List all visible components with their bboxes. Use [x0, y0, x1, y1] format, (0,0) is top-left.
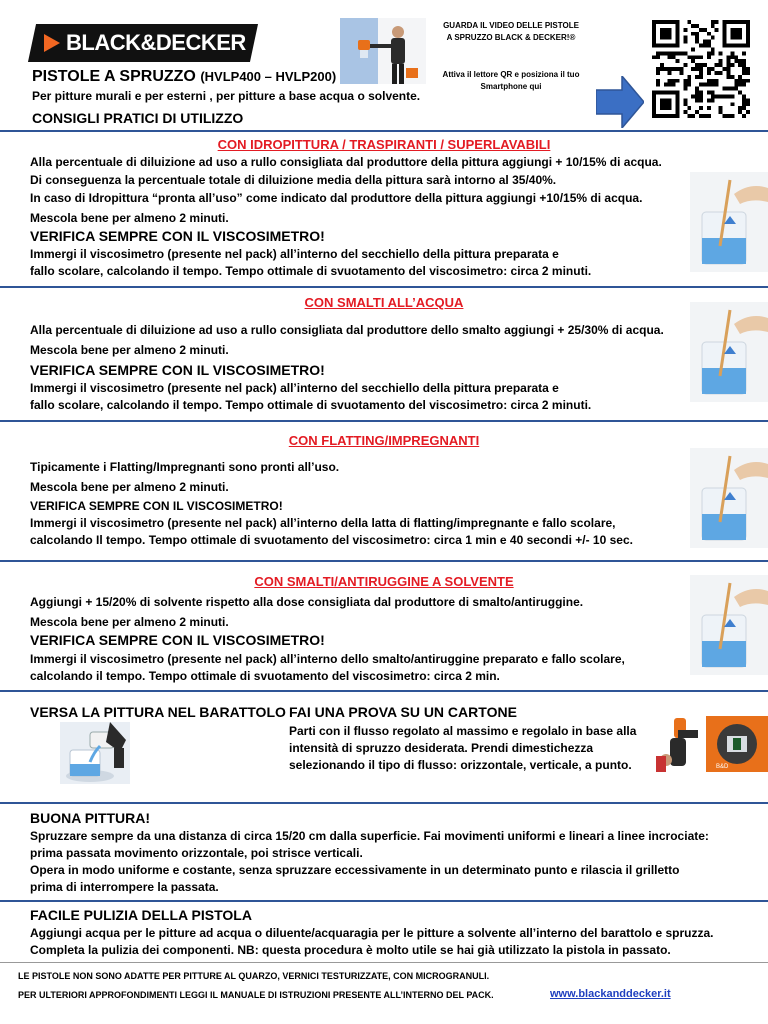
good-painting-heading: BUONA PITTURA! — [30, 810, 151, 826]
section-title-smalti-solvente: CON SMALTI/ANTIRUGGINE A SOLVENTE — [254, 574, 514, 589]
viscometer-photo — [690, 575, 768, 675]
pour-paint-heading: VERSA LA PITTURA NEL BARATTOLO — [30, 704, 286, 720]
divider — [0, 690, 768, 692]
page-title: PISTOLE A SPRUZZO (HVLP400 – HVLP200) — [32, 68, 337, 85]
divider — [0, 962, 768, 963]
divider — [0, 286, 768, 288]
arrow-right-icon — [596, 76, 644, 133]
qr-code[interactable] — [652, 20, 750, 118]
footer-note: LE PISTOLE NON SONO ADATTE PER PITTURE AL QUARZO, VERNICI TESTURIZZATE, CON MICROGRANULI. — [18, 971, 490, 981]
brand-logo-text: BLACK&DECKER — [66, 30, 246, 55]
divider — [0, 900, 768, 902]
text-block: Parti con il flusso regolato al massimo e regolalo in base alla intensità di spruzzo desiderata. Prendi dimestichezza selezionando il tipo di flusso: orizzontale, verticale, a punto. — [289, 724, 637, 772]
text-block: Aggiungi + 15/20% di solvente rispetto alla dose consigliata dal produttore di smalto/antiruggine. Mescola bene per almeno 2 minuti. — [30, 595, 584, 629]
text-block: Immergi il viscosimetro (presente nel pack) all’interno della latta di flatting/impregnante e fallo scolare, calcolando Il tempo. Tempo ottimale di svuotamento del viscosimetro: circa 1 min e 40 secondi +/- 10 sec. — [30, 516, 633, 547]
text-block: Immergi il viscosimetro (presente nel pack) all’interno dello smalto/antiruggine preparato e fallo scolare, calcolando il tempo. Tempo ottimale di svuotamento del viscosimetro: circa 2 min. — [30, 652, 625, 683]
section-title-idropittura: CON IDROPITTURA / TRASPIRANTI / SUPERLAVABILI — [217, 137, 551, 152]
qr-instructions: GUARDA IL VIDEO DELLE PISTOLE A SPRUZZO BLACK & DECKER!® Attiva il lettore QR e posiziona il tuo Smartphone qui — [442, 21, 580, 91]
section-heading: CONSIGLI PRATICI DI UTILIZZO — [32, 110, 244, 126]
text-block: Alla percentuale di diluizione ad uso a rullo consigliata dal produttore della pittura aggiungi + 10/15% di acqua. Di conseguenza la percentuale totale di diluizione media della pittura sarà intorno al 35/40%. In caso di Idropittura “pronta all’uso” come indicato dal produttore della pittura aggiungi +10/15% di acqua. Mescola bene per almeno 2 minuti. — [30, 155, 662, 225]
cardboard-test-heading: FAI UNA PROVA SU UN CARTONE — [289, 704, 517, 720]
divider — [0, 560, 768, 562]
website-link[interactable]: www.blackanddecker.it — [550, 988, 671, 1000]
divider — [0, 802, 768, 804]
cleaning-heading: FACILE PULIZIA DELLA PISTOLA — [30, 907, 252, 923]
text-block: Aggiungi acqua per le pitture ad acqua o diluente/acquaragia per le pitture a solvente all’interno del barattolo e spruzza. Completa la pulizia dei componenti. NB: questa procedura è molto utile se hai già utilizzato la pistola in passato. — [30, 926, 714, 957]
verify-heading: VERIFICA SEMPRE CON IL VISCOSIMETRO! — [30, 228, 325, 244]
text-block: Spruzzare sempre da una distanza di circa 15/20 cm dalla superficie. Fai movimenti uniformi e lineari a linee incrociate: prima passata movimento orizzontale, poi strisce verticali. Opera in modo uniforme e costante, senza spruzzare eccessivamente in un determinato punto e rilascia il grilletto prima di interrompere la passata. — [30, 829, 709, 894]
text-block: Alla percentuale di diluizione ad uso a rullo consigliata dal produttore dello smalto aggiungi + 25/30% di acqua. Mescola bene per almeno 2 minuti. — [30, 323, 664, 357]
section-title-flatting: CON FLATTING/IMPREGNANTI — [288, 433, 480, 448]
divider — [0, 420, 768, 422]
viscometer-photo — [690, 302, 768, 402]
verify-heading: VERIFICA SEMPRE CON IL VISCOSIMETRO! — [30, 362, 325, 378]
text-block: Immergi il viscosimetro (presente nel pack) all’interno del secchiello della pittura preparata e fallo scolare, calcolando il tempo. Tempo ottimale di svuotamento del viscosimetro: circa 2 minuti. — [30, 381, 592, 412]
text-block: Tipicamente i Flatting/Impregnanti sono pronti all’uso. Mescola bene per almeno 2 minuti. — [30, 460, 340, 494]
viscometer-photo — [690, 172, 768, 272]
svg-text:B&D: B&D — [716, 764, 729, 770]
verify-heading: VERIFICA SEMPRE CON IL VISCOSIMETRO! — [30, 632, 325, 648]
flow-selector-photo — [706, 716, 768, 772]
divider — [0, 130, 768, 132]
brand-logo-mark — [44, 34, 60, 52]
verify-heading: VERIFICA SEMPRE CON IL VISCOSIMETRO! — [30, 499, 283, 513]
section-title-smalti-acqua: CON SMALTI ALL’ACQUA — [304, 295, 464, 310]
spray-gun-photo — [656, 716, 702, 772]
spray-painting-photo — [340, 18, 426, 84]
text-block: Immergi il viscosimetro (presente nel pack) all’interno del secchiello della pittura preparata e fallo scolare, calcolando il tempo. Tempo ottimale di svuotamento del viscosimetro: circa 2 minuti. — [30, 247, 592, 278]
viscometer-photo — [690, 448, 768, 548]
pour-paint-photo — [60, 722, 130, 784]
page-subtitle: Per pitture murali e per esterni , per pitture a base acqua o solvente. — [32, 89, 421, 103]
footer-note: PER ULTERIORI APPROFONDIMENTI LEGGI IL MANUALE DI ISTRUZIONI PRESENTE ALL’INTERNO DEL PACK. — [18, 990, 494, 1000]
